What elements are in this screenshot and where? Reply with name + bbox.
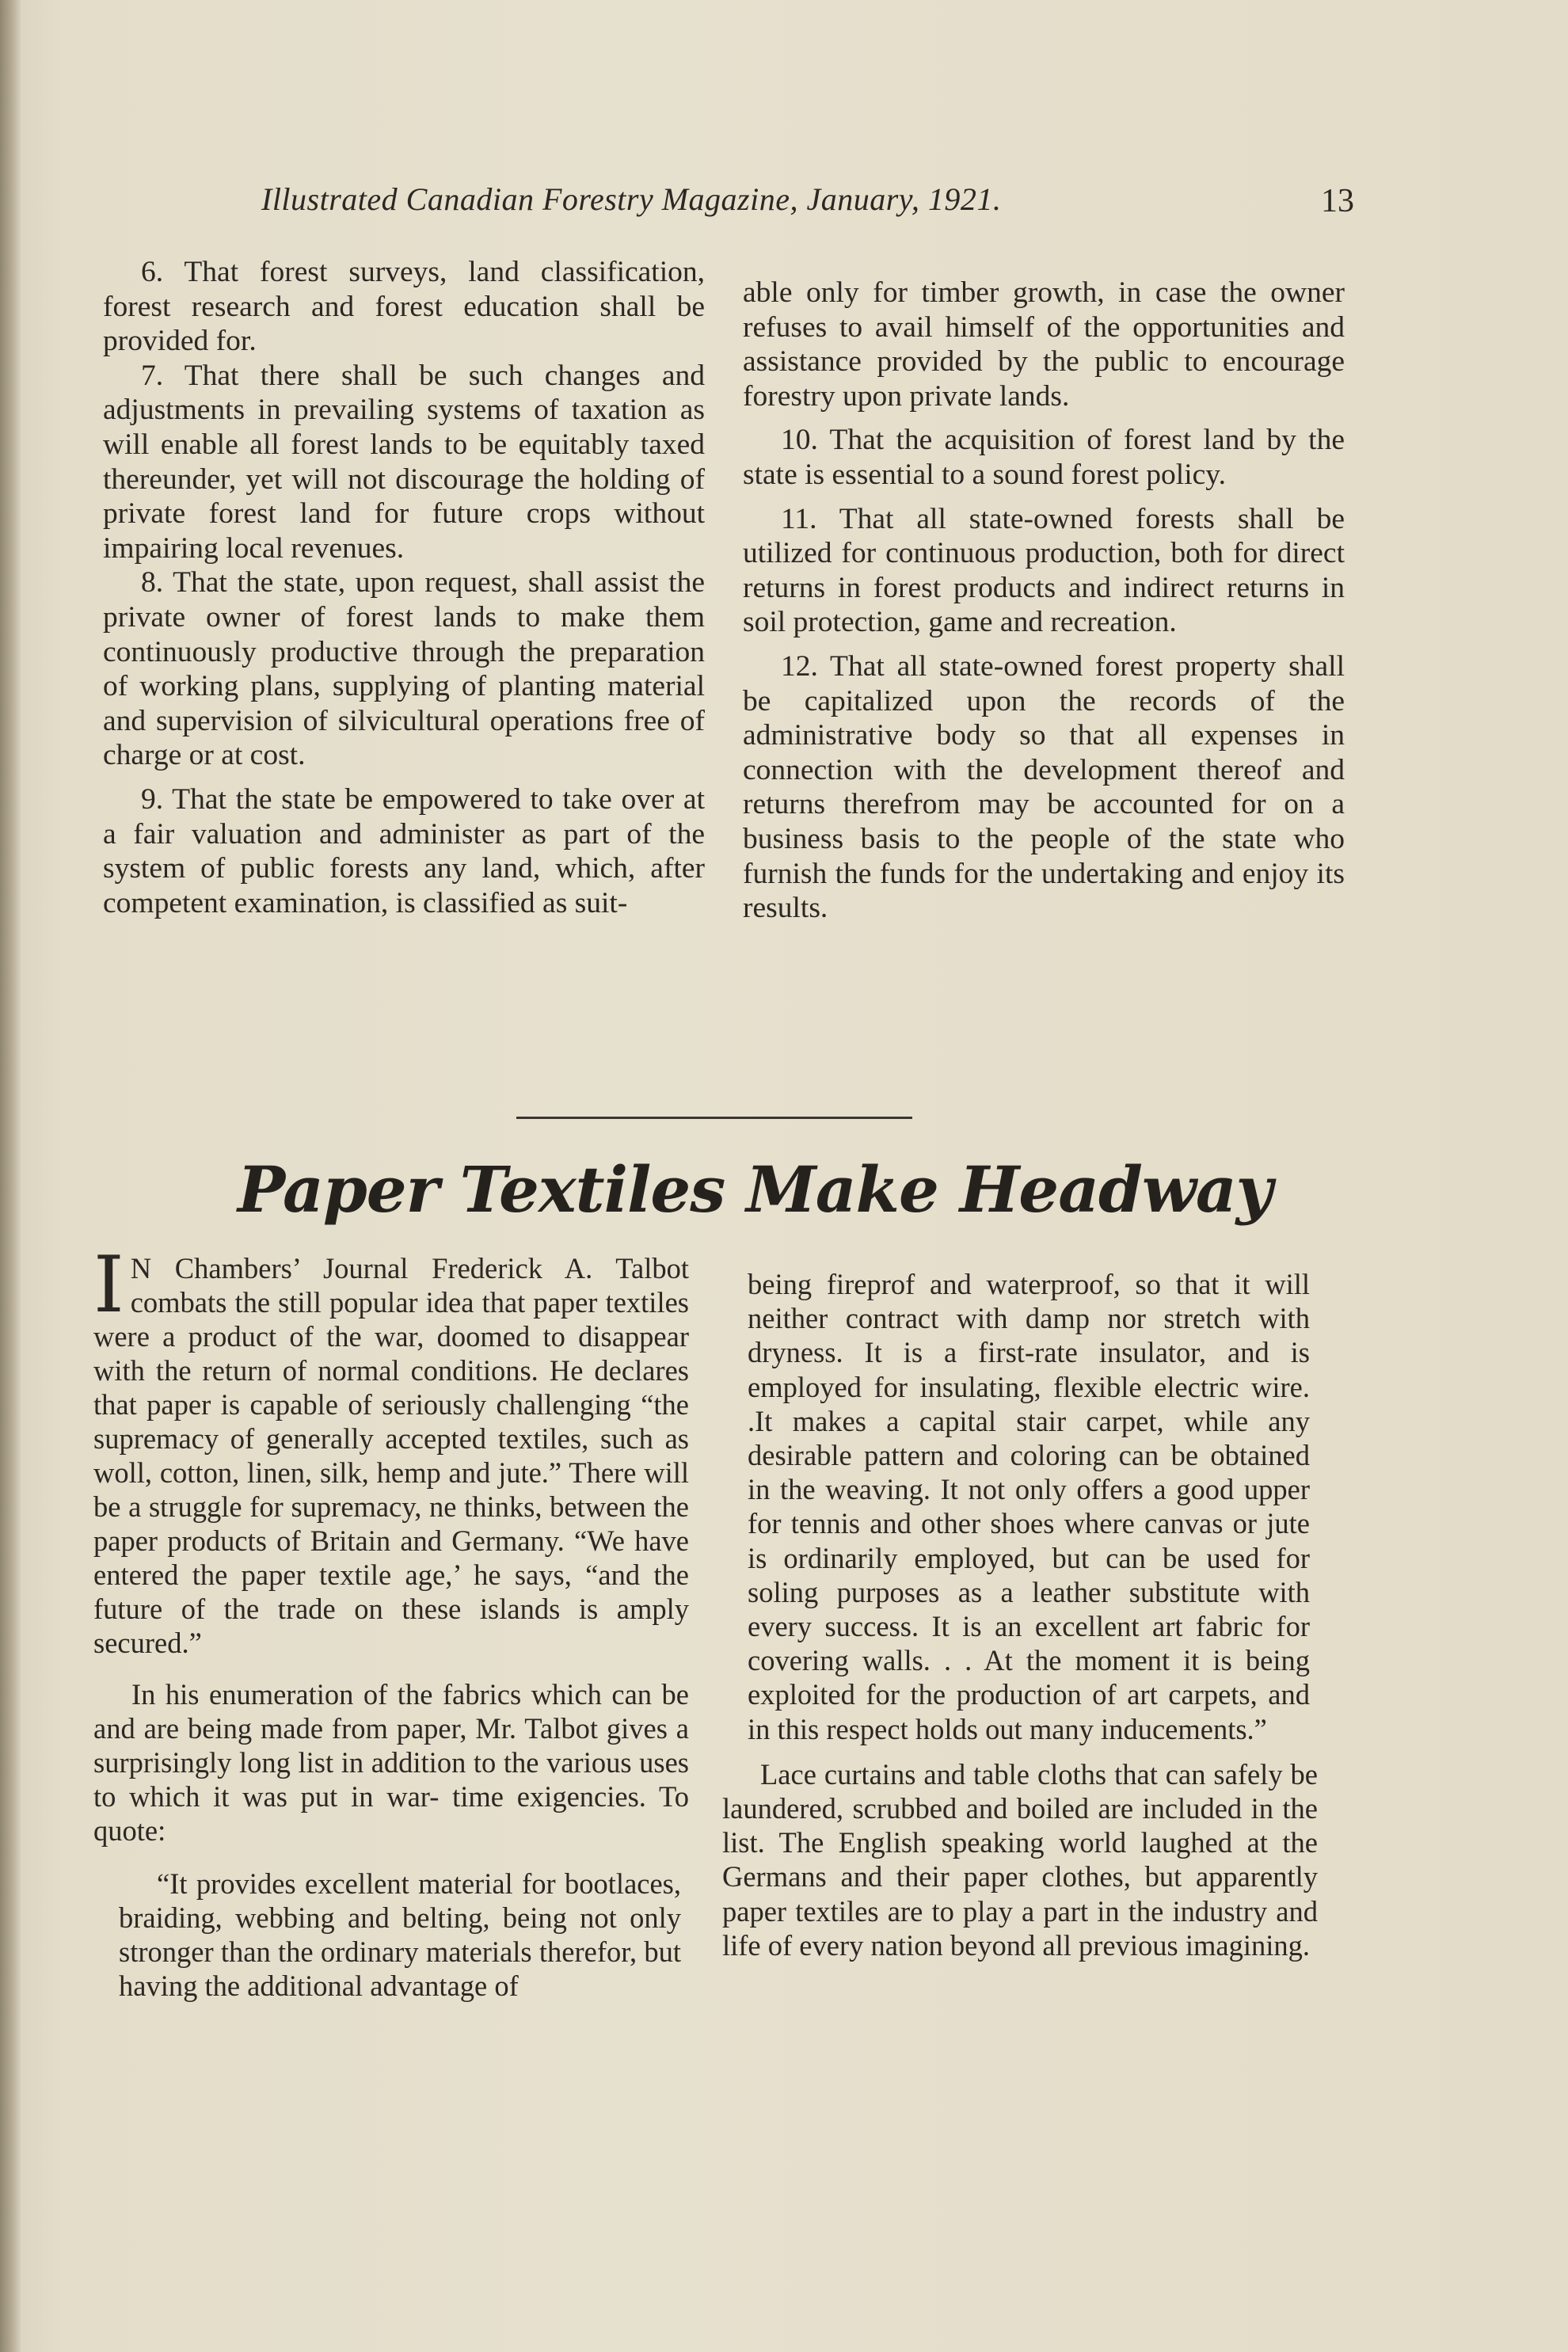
resolution-12: 12. That all state-owned forest property shall be capitalized upon the records of the administrative body so that all expenses in connection with the development thereof and returns therefrom may be accounted for on a business basis to the people of the state who furnish the funds for the undertaking and enjoy its results. <box>743 649 1345 925</box>
resolution-10: 10. That the acquisition of forest land by the state is essential to a sound forest policy. <box>743 424 1345 491</box>
resolution-7: 7. That there shall be such changes and adjustments in prevailing systems of taxation as will enable all forest lands to be equitably taxed thereunder, yet will not discourage the holding of private forest land for future crops without impairing local revenues. <box>103 359 705 565</box>
page-number: 13 <box>1321 183 1354 219</box>
article-title: Paper Textiles Make Headway <box>238 1152 1273 1227</box>
article-paragraph-1 <box>93 1240 689 1660</box>
article-quote-continued: being fireprof and waterproof, so that it will neither contract with damp nor stretch with dryness. It is a first-rate insulator, and is employed for insulating, flexible electric wire. .It makes a capital stair carpet, while any desirable pattern and coloring can be obtained in the weaving. It not only offers a good upper for tennis and other shoes where canvas or jute is ordinarily employed, but can be used for soling purposes as a leather substitute with every success. It is an excellent art fabric for covering walls. . . At the moment it is being exploited for the production of art carpets, and in this respect holds out many inducements.” <box>748 1268 1310 1745</box>
article-paragraph-2: In his enumeration of the fabrics which can be and are being made from paper, Mr. Talbot gives a surprisingly long list in addition to the various uses to which it was put in war- time exigencies. To quote: <box>93 1678 689 1847</box>
resolution-8: 8. That the state, upon request, shall assist the private owner of forest lands to make them continuously productive through the preparation of working plans, supplying of planting material and supervision of silvicultural operations free of charge or at cost. <box>103 566 705 772</box>
resolutions-right-column <box>743 276 1345 926</box>
article-paragraph-1-text: N Chambers’ Journal Frederick A. Talbot combats the still popular idea that paper textiles were a product of the war, doomed to disappear with the return of normal conditions. He declares that paper is capable of seriously challenging “the supremacy of generally accepted textiles, such as woll, cotton, linen, silk, hemp and jute.” There will be a struggle for supremacy, ne thinks, between the paper products of Britain and Germany. “We have entered the paper textile age,’ he says, “and the future of the trade on these islands is amply secured.” <box>93 1252 689 1659</box>
article-paragraph-3: Lace curtains and table cloths that can safely be laundered, scrubbed and boiled are included in the list. The English speaking world laughed at the Germans and their paper clothes, but apparently paper textiles are to play a part in the industry and life of every nation beyond all previous imagining. <box>722 1757 1318 1962</box>
resolution-6: 6. That forest surveys, land classification, forest research and forest education shall be provided for. <box>103 256 705 358</box>
article-quote-start: “It provides excellent material for bootlaces, braiding, webbing and belting, being not only stronger than the ordinary materials therefor, but having the additional advantage of <box>119 1867 681 2002</box>
section-divider <box>516 1117 912 1119</box>
binding-gutter <box>0 0 21 2352</box>
resolution-9: 9. That the state be empowered to take over at a fair valuation and administer as part of the system of public forests any land, which, after competent examination, is classified as suit- <box>103 782 705 919</box>
page-header <box>261 181 1354 236</box>
resolution-9-continued: able only for timber growth, in case the owner refuses to avail himself of the opportunities and assistance provided by the public to encourage forestry upon private lands. <box>743 276 1345 413</box>
running-head: Illustrated Canadian Forestry Magazine, January, 1921. <box>261 181 1002 217</box>
article-left-column <box>93 1240 689 2003</box>
drop-cap: I <box>93 1240 124 1330</box>
resolutions-left-column <box>103 255 705 920</box>
resolution-11: 11. That all state-owned forests shall be utilized for continuous production, both for direct returns in forest products and indirect returns in soil protection, game and recreation. <box>743 502 1345 639</box>
article-right-column <box>722 1267 1318 1962</box>
